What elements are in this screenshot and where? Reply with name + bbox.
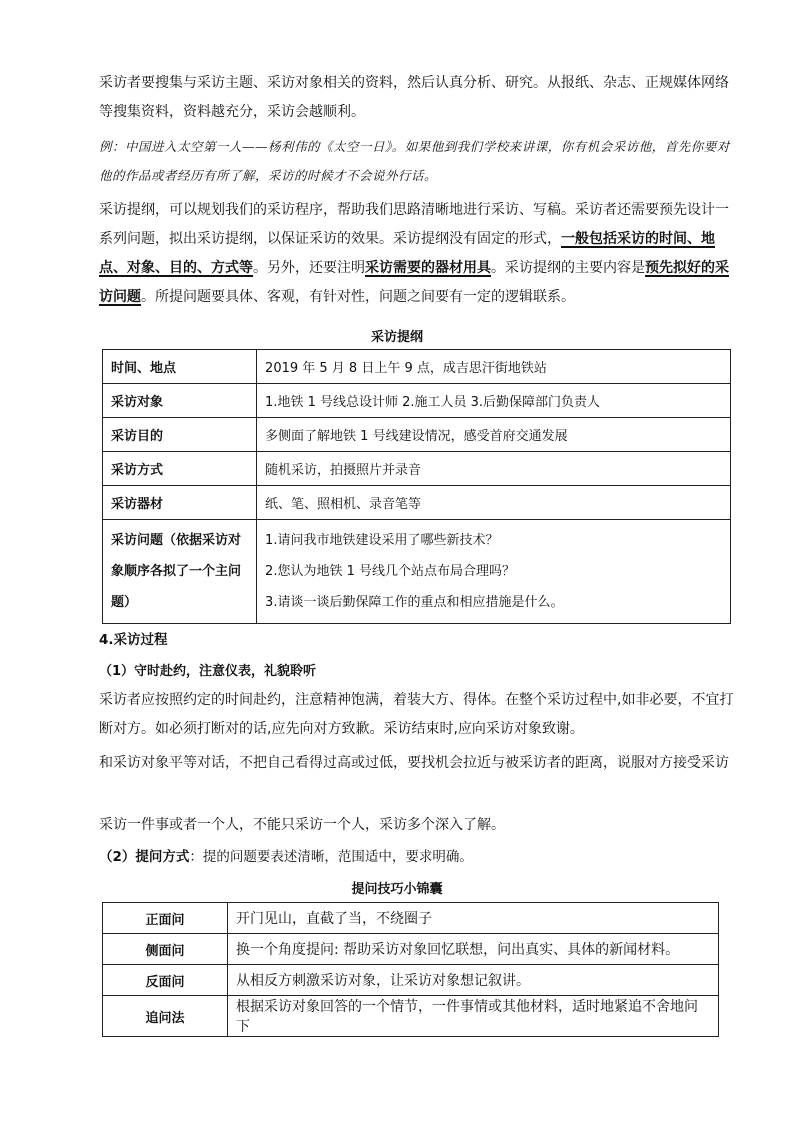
row-value: 2019 年 5 月 8 日上午 9 点，成吉思汗街地铁站 [257,350,731,384]
row-key: 追问法 [103,996,228,1037]
row-value: 1.地铁 1 号线总设计师 2.施工人员 3.后勤保障部门负责人 [257,384,731,418]
table-row [103,965,719,996]
row-value: 纸、笔、照相机、录音笔等 [257,486,731,520]
outline-text-c: 。另外，还要注明 [253,260,365,276]
table-row [103,418,731,452]
process-paragraph-3: 采访一件事或者一个人，不能只采访一个人，采访多个深入了解。 [99,817,505,833]
table-row [103,384,731,418]
outline-text-e: 。采访提纲的主要内容是 [491,260,645,276]
interview-outline-table [102,349,731,624]
row-key: 采访方式 [103,452,257,486]
row-key: 采访目的 [103,418,257,452]
outline-key-elements: 一般包括采访的时间、地点、对象、目的、方式等 [99,231,715,276]
process-heading: 4.采访过程 [99,632,168,648]
row-key: 采访对象 [103,384,257,418]
question-tips-table [102,902,719,1037]
questions-key: 采访问题（依据采访对象顺序各拟了一个主问题） [103,520,257,624]
table-row [103,350,731,384]
row-value: 从相反方刺激采访对象，让采访对象想记叙讲。 [228,965,719,996]
outline-text-a: 采访提纲，可以规划我们的采访程序，帮助我们思路清晰地进行采访、写稿。采访者还需要预先设计一系列问题，拟出采访提纲，以保证采访的效果。采访提纲没有固定的形式， [99,202,729,247]
question-item: 3.请谈一谈后勤保障工作的重点和相应措施是什么。 [265,595,564,610]
table-row [103,486,731,520]
row-value: 根据采访对象回答的一个情节，一件事情或其他材料，适时地紧追不舍地问下 [228,996,719,1037]
row-value: 多侧面了解地铁 1 号线建设情况，感受首府交通发展 [257,418,731,452]
process-subheading-1: （1）守时赴约，注意仪表，礼貌聆听 [99,664,317,679]
questions-list [257,520,731,624]
process-paragraph-1: 采访者应按照约定的时间赴约，注意精神饱满，着装大方、得体。在整个采访过程中,如非必要，不宜打断对方。如必须打断对的话,应先向对方致歉。采访结束时,应向采访对象致谢。 [99,692,734,737]
question-item: 2.您认为地铁 1 号线几个站点布局合理吗？ [265,564,515,579]
outline-paragraph [99,196,734,312]
row-key: 采访器材 [103,486,257,520]
table-row [103,996,719,1037]
table-row [103,934,719,965]
table-row [103,903,719,934]
tips-table-title: 提问技巧小锦囊 [351,882,443,897]
outline-equipment: 采访需要的器材用具 [365,260,491,276]
row-key: 时间、地点 [103,350,257,384]
row-value: 随机采访，拍摄照片并录音 [257,452,731,486]
process-paragraph-2: 和采访对象平等对话，不把自己看得过高或过低，要找机会拉近与被采访者的距离，说服对方接受采访 [99,755,729,771]
process-subheading-2 [99,843,734,872]
intro-paragraph: 采访者要搜集与采访主题、采访对象相关的资料，然后认真分析、研究。从报纸、杂志、正规媒体网络等搜集资料，资料越充分，采访会越顺利。 [99,75,729,120]
row-key: 反面问 [103,965,228,996]
example-paragraph: 例：中国进入太空第一人——杨利伟的《太空一日》。如果他到我们学校来讲课，你有机会采访他，首先你要对他的作品或者经历有所了解，采访的时候才不会说外行话。 [99,139,730,183]
question-item: 1.请问我市地铁建设采用了哪些新技术？ [265,533,499,548]
row-key: 侧面问 [103,934,228,965]
table-row [103,452,731,486]
table-row [103,520,731,624]
row-value: 开门见山，直截了当，不绕圈子 [228,903,719,934]
question-method-label: （2）提问方式 [99,849,190,865]
question-method-text: ：提的问题要表述清晰，范围适中，要求明确。 [189,849,473,865]
row-value: 换一个角度提问: 帮助采访对象回忆联想，问出真实、具体的新闻材料。 [228,934,719,965]
outline-text-g: 。所提问题要具体、客观，有针对性，问题之间要有一定的逻辑联系。 [141,289,575,305]
row-key: 正面问 [103,903,228,934]
outline-questions-emph: 预先拟好的采访问题 [99,260,729,305]
outline-table-title: 采访提纲 [370,330,423,345]
